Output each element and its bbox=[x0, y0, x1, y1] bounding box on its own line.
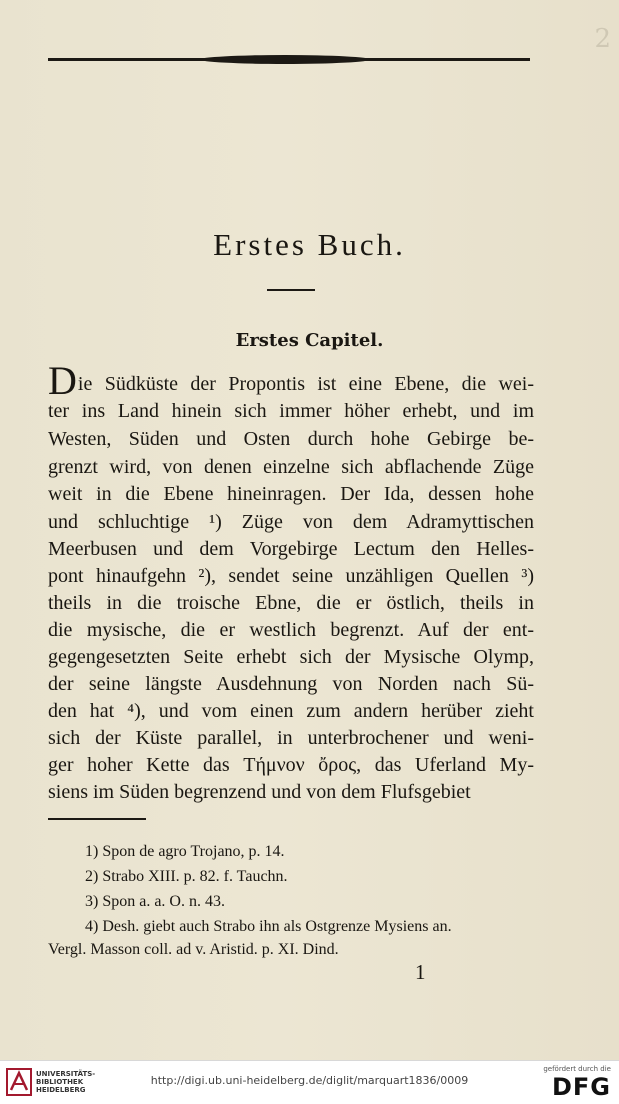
dfg-logo: DFG bbox=[551, 1073, 611, 1101]
footnote: 4) Desh. giebt auch Strabo ihn als Ostgrenze Mysiens an. bbox=[85, 918, 452, 935]
body-line: grenzt wird, von denen einzelne sich abflachende Züge bbox=[48, 456, 534, 478]
body-line: weit in die Ebene hineinragen. Der Ida, dessen hohe bbox=[48, 483, 534, 505]
title-divider bbox=[267, 289, 315, 291]
body-line: die mysische, die er westlich begrenzt. Auf der ent- bbox=[48, 619, 534, 641]
body-line: Die Südküste der Propontis ist eine Ebene, die wei- bbox=[48, 358, 534, 403]
body-line: Westen, Süden und Osten durch hohe Gebirge be- bbox=[48, 428, 534, 450]
header-rule-ornament bbox=[200, 55, 370, 64]
body-line: und schluchtige ¹) Züge von dem Adramyttischen bbox=[48, 511, 534, 533]
body-line: gegengesetzten Seite erhebt sich der Mysische Olymp, bbox=[48, 646, 534, 668]
body-line: pont hinaufgehn ²), sendet seine unzähligen Quellen ³) bbox=[48, 565, 534, 587]
chapter-title: Erstes Capitel. bbox=[235, 330, 384, 351]
body-line: den hat ⁴), und vom einen zum andern herüber zieht bbox=[48, 700, 534, 722]
footnote-continuation: Vergl. Masson coll. ad v. Aristid. p. XI. Dind. bbox=[48, 941, 339, 958]
body-line: ger hoher Kette das Τήμνον ὄρος, das Uferland My- bbox=[48, 754, 534, 776]
book-title: Erstes Buch. bbox=[213, 227, 406, 262]
footnote: 1) Spon de agro Trojano, p. 14. bbox=[85, 843, 285, 860]
body-line: sich der Küste parallel, in unterbrochener und weni- bbox=[48, 727, 534, 749]
body-line: ter ins Land hinein sich immer höher erhebt, und im bbox=[48, 400, 534, 422]
footnote: 3) Spon a. a. O. n. 43. bbox=[85, 893, 225, 910]
institution-name: UNIVERSITÄTS- BIBLIOTHEK HEIDELBERG bbox=[36, 1070, 96, 1094]
footnote-rule bbox=[48, 818, 146, 820]
footnote: 2) Strabo XIII. p. 82. f. Tauchn. bbox=[85, 868, 288, 885]
body-line: der seine längste Ausdehnung von Norden nach Sü- bbox=[48, 673, 534, 695]
funder-caption: gefördert durch die bbox=[543, 1065, 611, 1073]
body-line: siens im Süden begrenzend und von dem Flufsgebiet bbox=[48, 781, 471, 803]
page-number: 1 bbox=[415, 960, 426, 984]
body-line: theils in die troische Ebne, die er östlich, theils in bbox=[48, 592, 534, 614]
body-line: Meerbusen und dem Vorgebirge Lectum den Helles- bbox=[48, 538, 534, 560]
permalink-url[interactable]: http://digi.ub.uni-heidelberg.de/diglit/marquart1836/0009 bbox=[150, 1074, 469, 1087]
corner-mark: 2 bbox=[594, 24, 611, 54]
viewer-footer bbox=[0, 1060, 619, 1104]
drop-capital: D bbox=[48, 358, 77, 403]
